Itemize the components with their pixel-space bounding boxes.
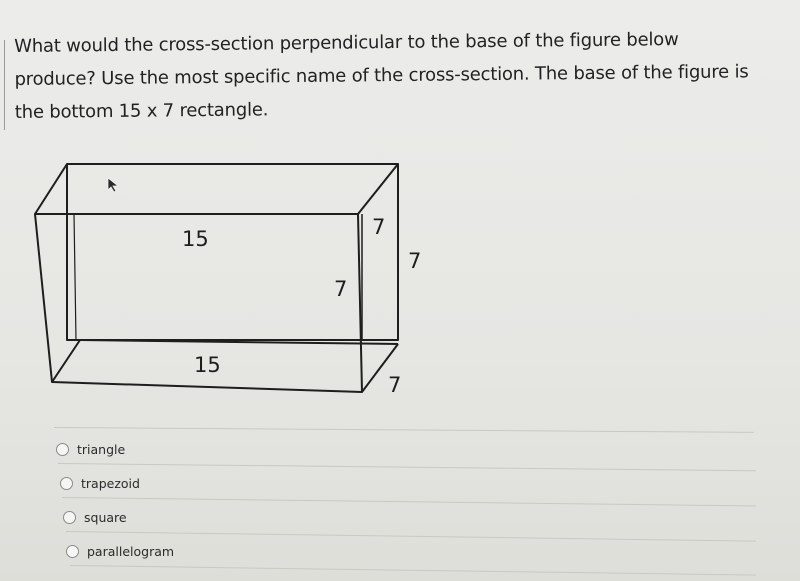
radio-square[interactable] [63, 511, 76, 524]
label-front-height: 7 [334, 277, 348, 301]
option-trapezoid[interactable] [60, 472, 140, 494]
prism-edge-top-left [35, 164, 67, 214]
question-line-3: the bottom 15 x 7 rectangle. [14, 99, 269, 123]
radio-trapezoid[interactable] [60, 477, 73, 490]
label-bottom-depth: 7 [388, 373, 402, 397]
radio-parallelogram[interactable] [66, 545, 79, 558]
option-divider [54, 427, 754, 433]
mouse-cursor-icon [108, 178, 118, 192]
label-top-depth: 7 [372, 215, 386, 239]
option-parallelogram[interactable] [66, 540, 174, 562]
option-divider [62, 497, 756, 506]
answer-options [0, 425, 800, 581]
option-label-trapezoid: trapezoid [81, 475, 140, 491]
option-divider [70, 565, 756, 576]
option-triangle[interactable] [56, 438, 125, 460]
question-line-1: What would the cross-section perpendicular to the base of the figure below [14, 29, 679, 57]
prism-edge-bottom-left [52, 340, 80, 382]
radio-triangle[interactable] [56, 443, 69, 456]
question-text [14, 22, 795, 129]
rectangular-prism-figure [0, 150, 460, 410]
label-top-length: 15 [182, 227, 209, 251]
option-divider [58, 463, 756, 471]
prism-back-face [67, 164, 398, 340]
prism-edge-top-right [358, 164, 398, 214]
option-square[interactable] [63, 506, 127, 528]
prism-inner-left-edge [74, 214, 76, 340]
option-label-parallelogram: parallelogram [87, 543, 175, 559]
question-line-2: produce? Use the most specific name of the cross-section. The base of the figure is [14, 61, 749, 90]
option-label-square: square [84, 509, 127, 525]
label-right-height: 7 [408, 249, 422, 273]
question-left-border [4, 40, 5, 130]
label-bottom-length: 15 [194, 353, 221, 377]
option-label-triangle: triangle [77, 441, 126, 457]
